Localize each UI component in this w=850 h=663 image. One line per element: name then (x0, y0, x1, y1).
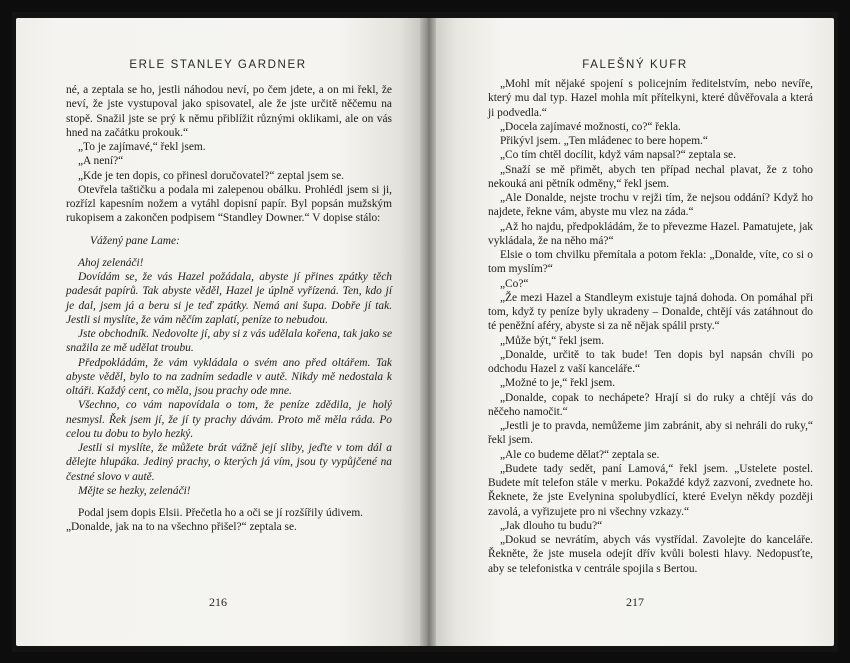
paragraph: „Docela zajímavé možnosti, co?“ řekla. (500, 120, 681, 133)
right-page (436, 18, 834, 646)
letter-paragraph: Předpokládám, že vám vykládala o svém ano před oltářem. Tak abyste věděl, bylo to na zadním sedadle v autě. Nikdy mě nedostala k oltáři. Každý cent, co měla, jsou prachy ode mne. (66, 356, 392, 397)
paragraph: „Kde je ten dopis, co přinesl doručovatel?“ zeptal jsem se. (78, 169, 345, 182)
paragraph: „Donalde, copak to nechápete? Hrají si do ruky a chtějí vás do něčeho namočit.“ (488, 391, 813, 418)
paragraph: „Co tím chtěl docílit, když vám napsal?“ zeptala se. (500, 149, 736, 162)
paragraph: „A není?“ (78, 155, 124, 168)
paragraph: „Možné to je,“ řekl jsem. (500, 377, 616, 390)
paragraph: Elsie o tom chvilku přemítala a potom řekla: „Donalde, víte, co si o tom myslím?“ (488, 249, 813, 276)
letter-paragraph: Jestli si myslíte, že můžete brát vážně její sliby, jeďte v tom dál a dělejte hlupáka. Jediný prachy, o kterých já vím, jsou ty vypůjčené na čestné slovo v autě. (66, 442, 392, 483)
paragraph: „Donalde, jak na to na všechno přišel?“ zeptala se. (66, 521, 297, 534)
page-number-left: 216 (209, 595, 227, 609)
letter-paragraph: Jste obchodník. Nedovolte jí, aby si z vás udělala kořena, tak jako se snažila ze mě udělat troubu. (66, 328, 392, 355)
page-number-right: 217 (626, 595, 644, 609)
paragraph: „Co?“ (500, 277, 529, 290)
paragraph: „Jestli je to pravda, nemůžeme jim zabránit, aby si nehráli do ruky,“ řekl jsem. (488, 420, 813, 447)
paragraph: „Dokud se nevrátím, abych vás vystřídal. Zavolejte do kanceláře. Řekněte, že jste musela odejít dřív kvůli bolesti hlavy. Nedopusťte, aby se telefonistka v centrále spojila s Bertou. (488, 534, 813, 575)
right-page-text (488, 77, 813, 576)
book-spread (12, 12, 838, 652)
paragraph: „Až ho najdu, předpokládám, že to převezme Hazel. Pamatujete, jak vykládala, že na něho má?“ (488, 220, 813, 247)
paragraph: „Ale co budeme dělat?“ zeptala se. (500, 448, 660, 461)
paragraph: Podal jsem dopis Elsii. Přečetla ho a oči se jí rozšířily údivem. (78, 507, 364, 519)
letter-paragraph: Ahoj zelenáči! (78, 256, 144, 269)
book-gutter (420, 18, 436, 646)
paragraph: Otevřela taštičku a podala mi zalepenou obálku. Prohlédl jsem si ji, rozřízl kapesním nožem a vytáhl dopisní papír. Byl popsán mužským rukopisem a zakončen podpisem “Standley Downer.“ V dopise stálo: (66, 183, 392, 225)
paragraph: né, a zeptala se ho, jestli náhodou neví, po čem jdete, a on mi řekl, že neví, že jste vystupoval jako spisovatel, ale že jste určitě něčemu na stopě. Snažil jste se prý k němu přiblížit různými oklikami, ale on vás hned na začátku prokouk.“ (66, 84, 392, 139)
paragraph: „Mohl mít nějaké spojení s policejním ředitelstvím, nebo nevíře, který mu dal typ. Hazel mohla mít přítelkyni, které důvěřovala a která ji podvedla.“ (488, 78, 813, 119)
paragraph: „Že mezi Hazel a Standleym existuje tajná dohoda. On pomáhal při tom, když ty peníze byly ukradeny – Donalde, chtějí vás zatáhnout do té peněžní aféry, abyste si za ně nějak spálil prsty.“ (488, 291, 813, 333)
left-page (16, 18, 420, 646)
running-head-right: FALEŠNÝ KUFR (582, 59, 688, 71)
letter-signoff: Mějte se hezky, zelenáči! (78, 484, 191, 497)
paragraph: „Snaží se mě přimět, abych ten případ nechal plavat, že z toho nekouká ani pětník odměny,“ řekl jsem. (488, 163, 813, 190)
paragraph: „Jak dlouho tu budu?“ (500, 519, 603, 532)
running-head-left: ERLE STANLEY GARDNER (129, 59, 307, 71)
paragraph: Přikývl jsem. „Ten mládenec to bere hopem.“ (500, 135, 708, 147)
letter-paragraph: Dovídám se, že vás Hazel požádala, abyste jí přines zpátky těch padesát papírů. Tak abyste věděl, Hazel je úplně vyřízená. Ten, kdo jí je dal, jsem já a beru si je teď zpátky. Nemá ani šupa. Dobře jí tak. Jestli si myslíte, že vám něčím zaplatí, peníze to nebudou. (66, 271, 392, 326)
letter-salutation: Vážený pane Lame: (90, 234, 180, 247)
paragraph: „To je zajímavé,“ řekl jsem. (78, 141, 206, 153)
letter-block (66, 234, 392, 499)
left-page-text (66, 83, 392, 535)
paragraph: „Donalde, určitě to tak bude! Ten dopis byl napsán chvíli po odchodu Hazel z vaší kanceláře.“ (488, 348, 813, 375)
paragraph: „Může být,“ řekl jsem. (500, 334, 605, 347)
paragraph: „Budete tady sedět, paní Lamová,“ řekl jsem. „Ustelete postel. Budete mít telefon stále v merku. Pokaždé když zazvoní, zvednete ho. Řeknete, že jste Evelynina spolubydlící, které Evelyn někdy později zavolá, a vyřizujete pro ni všechny vzkazy.“ (488, 462, 813, 518)
letter-paragraph: Všechno, co vám napovídala o tom, že peníze zdědila, je holý nesmysl. Řek jsem jí, že jí ty prachy dávám. Proto mě měla ráda. Po celou tu dobu to bylo hezký. (66, 399, 392, 440)
paragraph: „Ale Donalde, nejste trochu v rejži tím, že nejsou oddání? Když ho najdete, řekne vám, abyste mu vlez na záda.“ (488, 192, 813, 219)
